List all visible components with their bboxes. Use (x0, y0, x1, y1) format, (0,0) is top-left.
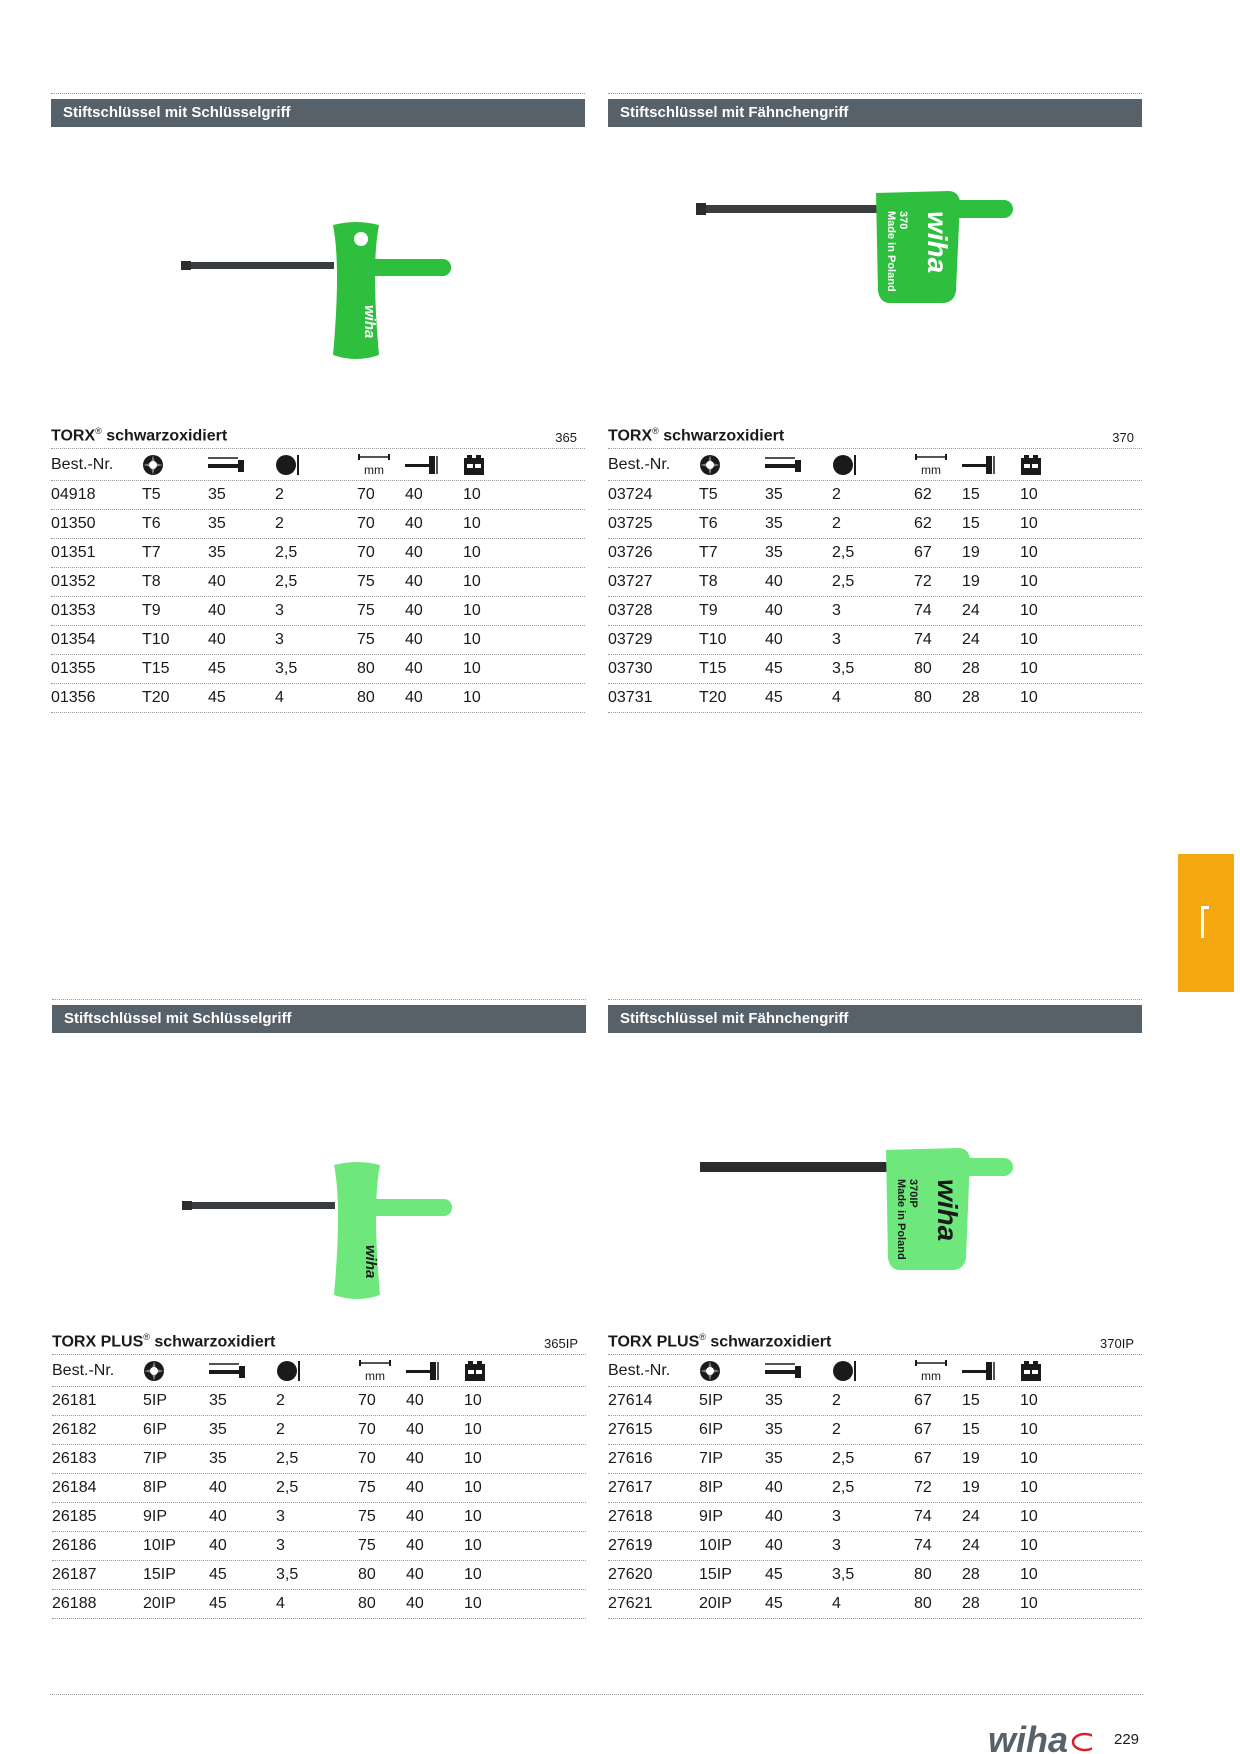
model-number: 370IP (1100, 1336, 1134, 1351)
table-row: 03724 T5 35 2 62 15 10 (608, 481, 1142, 510)
total-length-mm-icon (358, 1360, 392, 1382)
blade-length-icon (209, 1361, 245, 1379)
column-order-number: Best.-Nr. (608, 455, 671, 473)
table-title-row (608, 1329, 1142, 1355)
column-order-number: Best.-Nr. (52, 1361, 115, 1379)
table-row: 03730 T15 45 3,5 80 28 10 (608, 655, 1142, 684)
table-row: 01355 T15 45 3,5 80 40 10 (51, 655, 585, 684)
blade-length-icon (765, 1361, 801, 1379)
blade-diameter-icon (832, 454, 858, 476)
svg-text:mm: mm (921, 1368, 941, 1382)
table-row: 26185 9IP 40 3 75 40 10 (52, 1503, 586, 1532)
wiha-flag-handle-torx-wrench (608, 127, 1142, 423)
table-row: 26182 6IP 35 2 70 40 10 (52, 1416, 586, 1445)
total-length-mm-icon (914, 454, 948, 476)
total-length-mm-icon (914, 1360, 948, 1382)
section-flag-handle-torx-plus (608, 999, 1142, 1619)
divider (608, 999, 1142, 1000)
model-number: 365 (555, 430, 577, 445)
table-row: 27618 9IP 40 3 74 24 10 (608, 1503, 1142, 1532)
table-row: 01356 T20 45 4 80 40 10 (51, 684, 585, 713)
wiha-logo (988, 1718, 1092, 1754)
section-header: Stiftschlüssel mit Fähnchengriff (608, 1005, 1142, 1033)
handle-brand: wiha (362, 1245, 379, 1279)
section-key-handle-torx (51, 93, 585, 713)
packing-unit-icon (464, 1360, 486, 1382)
section-key-handle-torx-plus (52, 999, 586, 1619)
table-title-row (51, 423, 585, 449)
column-order-number: Best.-Nr. (51, 455, 114, 473)
torx-plus-profile-icon (699, 1360, 721, 1382)
table-row: 27621 20IP 45 4 80 28 10 (608, 1590, 1142, 1619)
chapter-tab[interactable] (1178, 854, 1234, 992)
section-header: Stiftschlüssel mit Fähnchengriff (608, 99, 1142, 127)
blade-length-icon (765, 455, 801, 473)
handle-width-icon (962, 454, 996, 476)
handle-width-icon (962, 1360, 996, 1382)
table-row: 01352 T8 40 2,5 75 40 10 (51, 568, 585, 597)
svg-text:mm: mm (365, 1368, 385, 1382)
product-image (608, 1033, 1142, 1329)
table-row: 26183 7IP 35 2,5 70 40 10 (52, 1445, 586, 1474)
handle-width-icon (405, 454, 439, 476)
handle-model: 370IP (907, 1179, 919, 1208)
blade-diameter-icon (275, 454, 301, 476)
table-header-row (608, 1355, 1142, 1387)
table-row: 27614 5IP 35 2 67 15 10 (608, 1387, 1142, 1416)
brand-wordmark: wiha (988, 1719, 1069, 1754)
divider (52, 999, 586, 1000)
wiha-key-handle-torx-plus-wrench (52, 1033, 586, 1329)
table-row: 03725 T6 35 2 62 15 10 (608, 510, 1142, 539)
table-title: TORX PLUS® schwarzoxidiert (52, 1331, 276, 1350)
svg-text:mm: mm (364, 462, 384, 476)
table-row: 03729 T10 40 3 74 24 10 (608, 626, 1142, 655)
product-image (608, 127, 1142, 423)
blade-length-icon (208, 455, 244, 473)
brand-mark-icon (1073, 1734, 1092, 1750)
handle-brand: wiha (361, 305, 378, 339)
table-header-row (52, 1355, 586, 1387)
handle-width-icon (406, 1360, 440, 1382)
handle-origin: Made in Poland (885, 211, 897, 292)
table-row: 27616 7IP 35 2,5 67 19 10 (608, 1445, 1142, 1474)
handle-origin: Made in Poland (895, 1179, 907, 1260)
table-row: 04918 T5 35 2 70 40 10 (51, 481, 585, 510)
table-row: 01354 T10 40 3 75 40 10 (51, 626, 585, 655)
divider (51, 93, 585, 94)
table-title-row (52, 1329, 586, 1355)
table-title: TORX PLUS® schwarzoxidiert (608, 1331, 832, 1350)
total-length-mm-icon (357, 454, 391, 476)
section-flag-handle-torx (608, 93, 1142, 713)
footer-divider (50, 1694, 1143, 1695)
page-number: 229 (1114, 1731, 1140, 1748)
blade-diameter-icon (276, 1360, 302, 1382)
table-title: TORX® schwarzoxidiert (608, 425, 785, 444)
packing-unit-icon (1020, 1360, 1042, 1382)
section-header: Stiftschlüssel mit Schlüsselgriff (51, 99, 585, 127)
table-row: 03726 T7 35 2,5 67 19 10 (608, 539, 1142, 568)
product-image (52, 1033, 586, 1329)
table-row: 01350 T6 35 2 70 40 10 (51, 510, 585, 539)
table-row: 26181 5IP 35 2 70 40 10 (52, 1387, 586, 1416)
table-header-row (51, 449, 585, 481)
wiha-flag-handle-torx-plus-wrench (608, 1033, 1142, 1329)
packing-unit-icon (1020, 454, 1042, 476)
column-order-number: Best.-Nr. (608, 1361, 671, 1379)
blade-diameter-icon (832, 1360, 858, 1382)
table-row: 27615 6IP 35 2 67 15 10 (608, 1416, 1142, 1445)
handle-brand: wiha (922, 211, 953, 274)
table-row: 27617 8IP 40 2,5 72 19 10 (608, 1474, 1142, 1503)
handle-brand: wiha (932, 1179, 963, 1242)
product-image (51, 127, 585, 423)
table-row: 26184 8IP 40 2,5 75 40 10 (52, 1474, 586, 1503)
model-number: 370 (1112, 430, 1134, 445)
torx-plus-profile-icon (143, 1360, 165, 1382)
table-header-row (608, 449, 1142, 481)
chapter-tab-icon (1201, 906, 1209, 938)
svg-text:mm: mm (921, 462, 941, 476)
wiha-key-handle-torx-wrench (51, 127, 585, 423)
packing-unit-icon (463, 454, 485, 476)
divider (608, 93, 1142, 94)
section-header: Stiftschlüssel mit Schlüsselgriff (52, 1005, 586, 1033)
table-row: 26187 15IP 45 3,5 80 40 10 (52, 1561, 586, 1590)
table-row: 03727 T8 40 2,5 72 19 10 (608, 568, 1142, 597)
table-row: 27619 10IP 40 3 74 24 10 (608, 1532, 1142, 1561)
handle-model: 370 (897, 211, 909, 230)
table-row: 01353 T9 40 3 75 40 10 (51, 597, 585, 626)
table-title: TORX® schwarzoxidiert (51, 425, 228, 444)
table-row: 27620 15IP 45 3,5 80 28 10 (608, 1561, 1142, 1590)
table-title-row (608, 423, 1142, 449)
table-row: 26188 20IP 45 4 80 40 10 (52, 1590, 586, 1619)
model-number: 365IP (544, 1336, 578, 1351)
table-row: 03728 T9 40 3 74 24 10 (608, 597, 1142, 626)
table-row: 03731 T20 45 4 80 28 10 (608, 684, 1142, 713)
torx-profile-icon (142, 454, 164, 476)
table-row: 01351 T7 35 2,5 70 40 10 (51, 539, 585, 568)
table-row: 26186 10IP 40 3 75 40 10 (52, 1532, 586, 1561)
torx-profile-icon (699, 454, 721, 476)
